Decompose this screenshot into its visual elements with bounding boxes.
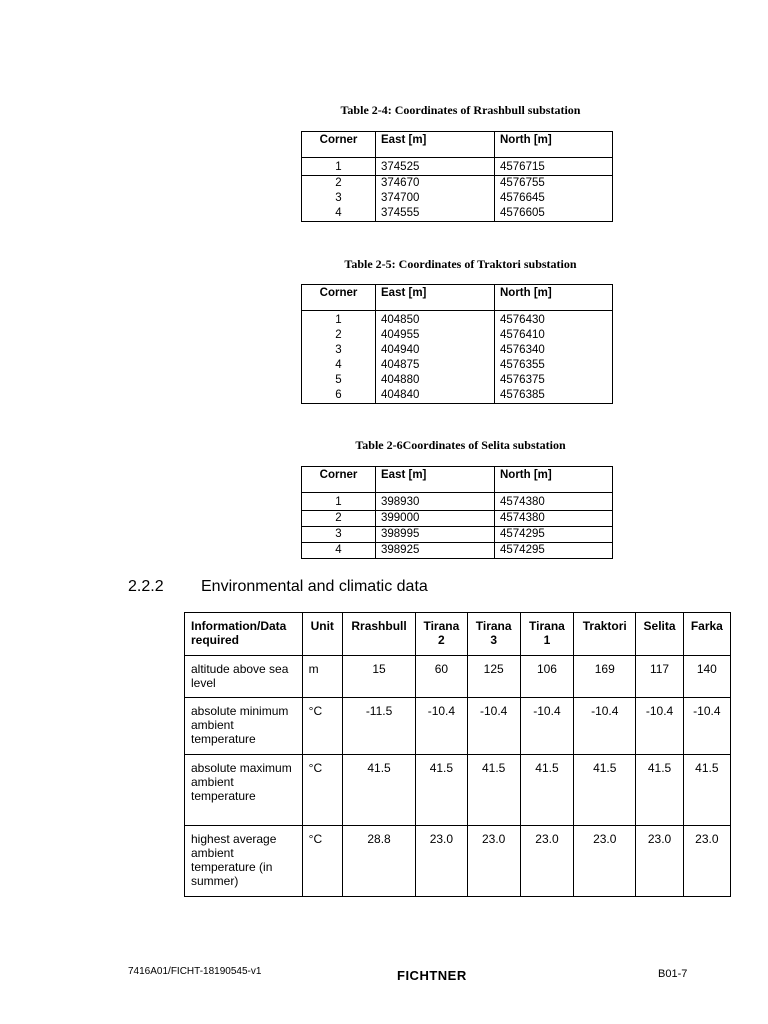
table-row: 4 374555 4576605 <box>302 206 613 222</box>
header-information: Information/Data required <box>185 613 303 656</box>
table-2-6-caption: Table 2-6Coordinates of Selita substation <box>355 438 566 452</box>
table-row: 1 398930 4574380 <box>302 495 613 511</box>
table-row: 1 404850 4576430 <box>302 313 613 328</box>
table-row: absolute maximum ambient temperature °C 41.5 41.5 41.5 41.5 41.5 41.5 41.5 <box>185 755 731 826</box>
header-selita: Selita <box>636 613 683 656</box>
table-row: absolute minimum ambient temperature °C -11.5 -10.4 -10.4 -10.4 -10.4 -10.4 -10.4 <box>185 698 731 755</box>
header-east: East [m] <box>376 132 495 158</box>
table-2-4-caption: Table 2-4: Coordinates of Rrashbull substation <box>340 103 581 117</box>
table-row: altitude above sea level m 15 60 125 106 169 117 140 <box>185 656 731 698</box>
environmental-data-table <box>184 612 731 897</box>
table-2-4 <box>301 131 613 222</box>
header-corner: Corner <box>302 467 376 493</box>
table-row: 3 374700 4576645 <box>302 191 613 206</box>
table-row: highest average ambient temperature (in summer) °C 28.8 23.0 23.0 23.0 23.0 23.0 23.0 <box>185 826 731 897</box>
table-row: 3 404940 4576340 <box>302 343 613 358</box>
footer-company-logo: FICHTNER <box>397 968 467 983</box>
section-number: 2.2.2 <box>128 578 164 595</box>
footer-page-number: B01-7 <box>658 968 688 980</box>
header-north: North [m] <box>495 132 613 158</box>
table-row: 3 398995 4574295 <box>302 527 613 543</box>
table-row: 2 404955 4576410 <box>302 328 613 343</box>
header-north: North [m] <box>495 285 613 311</box>
header-traktori: Traktori <box>574 613 636 656</box>
table-row: 5 404880 4576375 <box>302 373 613 388</box>
table-row: 6 404840 4576385 <box>302 388 613 404</box>
table-row: 2 374670 4576755 <box>302 176 613 192</box>
table-2-6 <box>301 466 613 559</box>
table-row: 2 399000 4574380 <box>302 511 613 527</box>
header-tirana-2: Tirana 2 <box>416 613 467 656</box>
table-row: 4 398925 4574295 <box>302 543 613 559</box>
header-east: East [m] <box>376 467 495 493</box>
table-2-5-caption: Table 2-5: Coordinates of Traktori substation <box>344 257 577 271</box>
header-unit: Unit <box>302 613 342 656</box>
table-row: 4 404875 4576355 <box>302 358 613 373</box>
header-east: East [m] <box>376 285 495 311</box>
header-tirana-1: Tirana 1 <box>520 613 573 656</box>
header-corner: Corner <box>302 132 376 158</box>
section-title: Environmental and climatic data <box>201 578 428 595</box>
header-north: North [m] <box>495 467 613 493</box>
header-tirana-3: Tirana 3 <box>467 613 520 656</box>
footer-doc-id: 7416A01/FICHT-18190545-v1 <box>128 966 262 977</box>
header-rrashbull: Rrashbull <box>342 613 415 656</box>
table-2-5 <box>301 284 613 404</box>
table-row: 1 374525 4576715 <box>302 160 613 176</box>
header-corner: Corner <box>302 285 376 311</box>
section-heading <box>128 578 428 596</box>
header-farka: Farka <box>683 613 730 656</box>
